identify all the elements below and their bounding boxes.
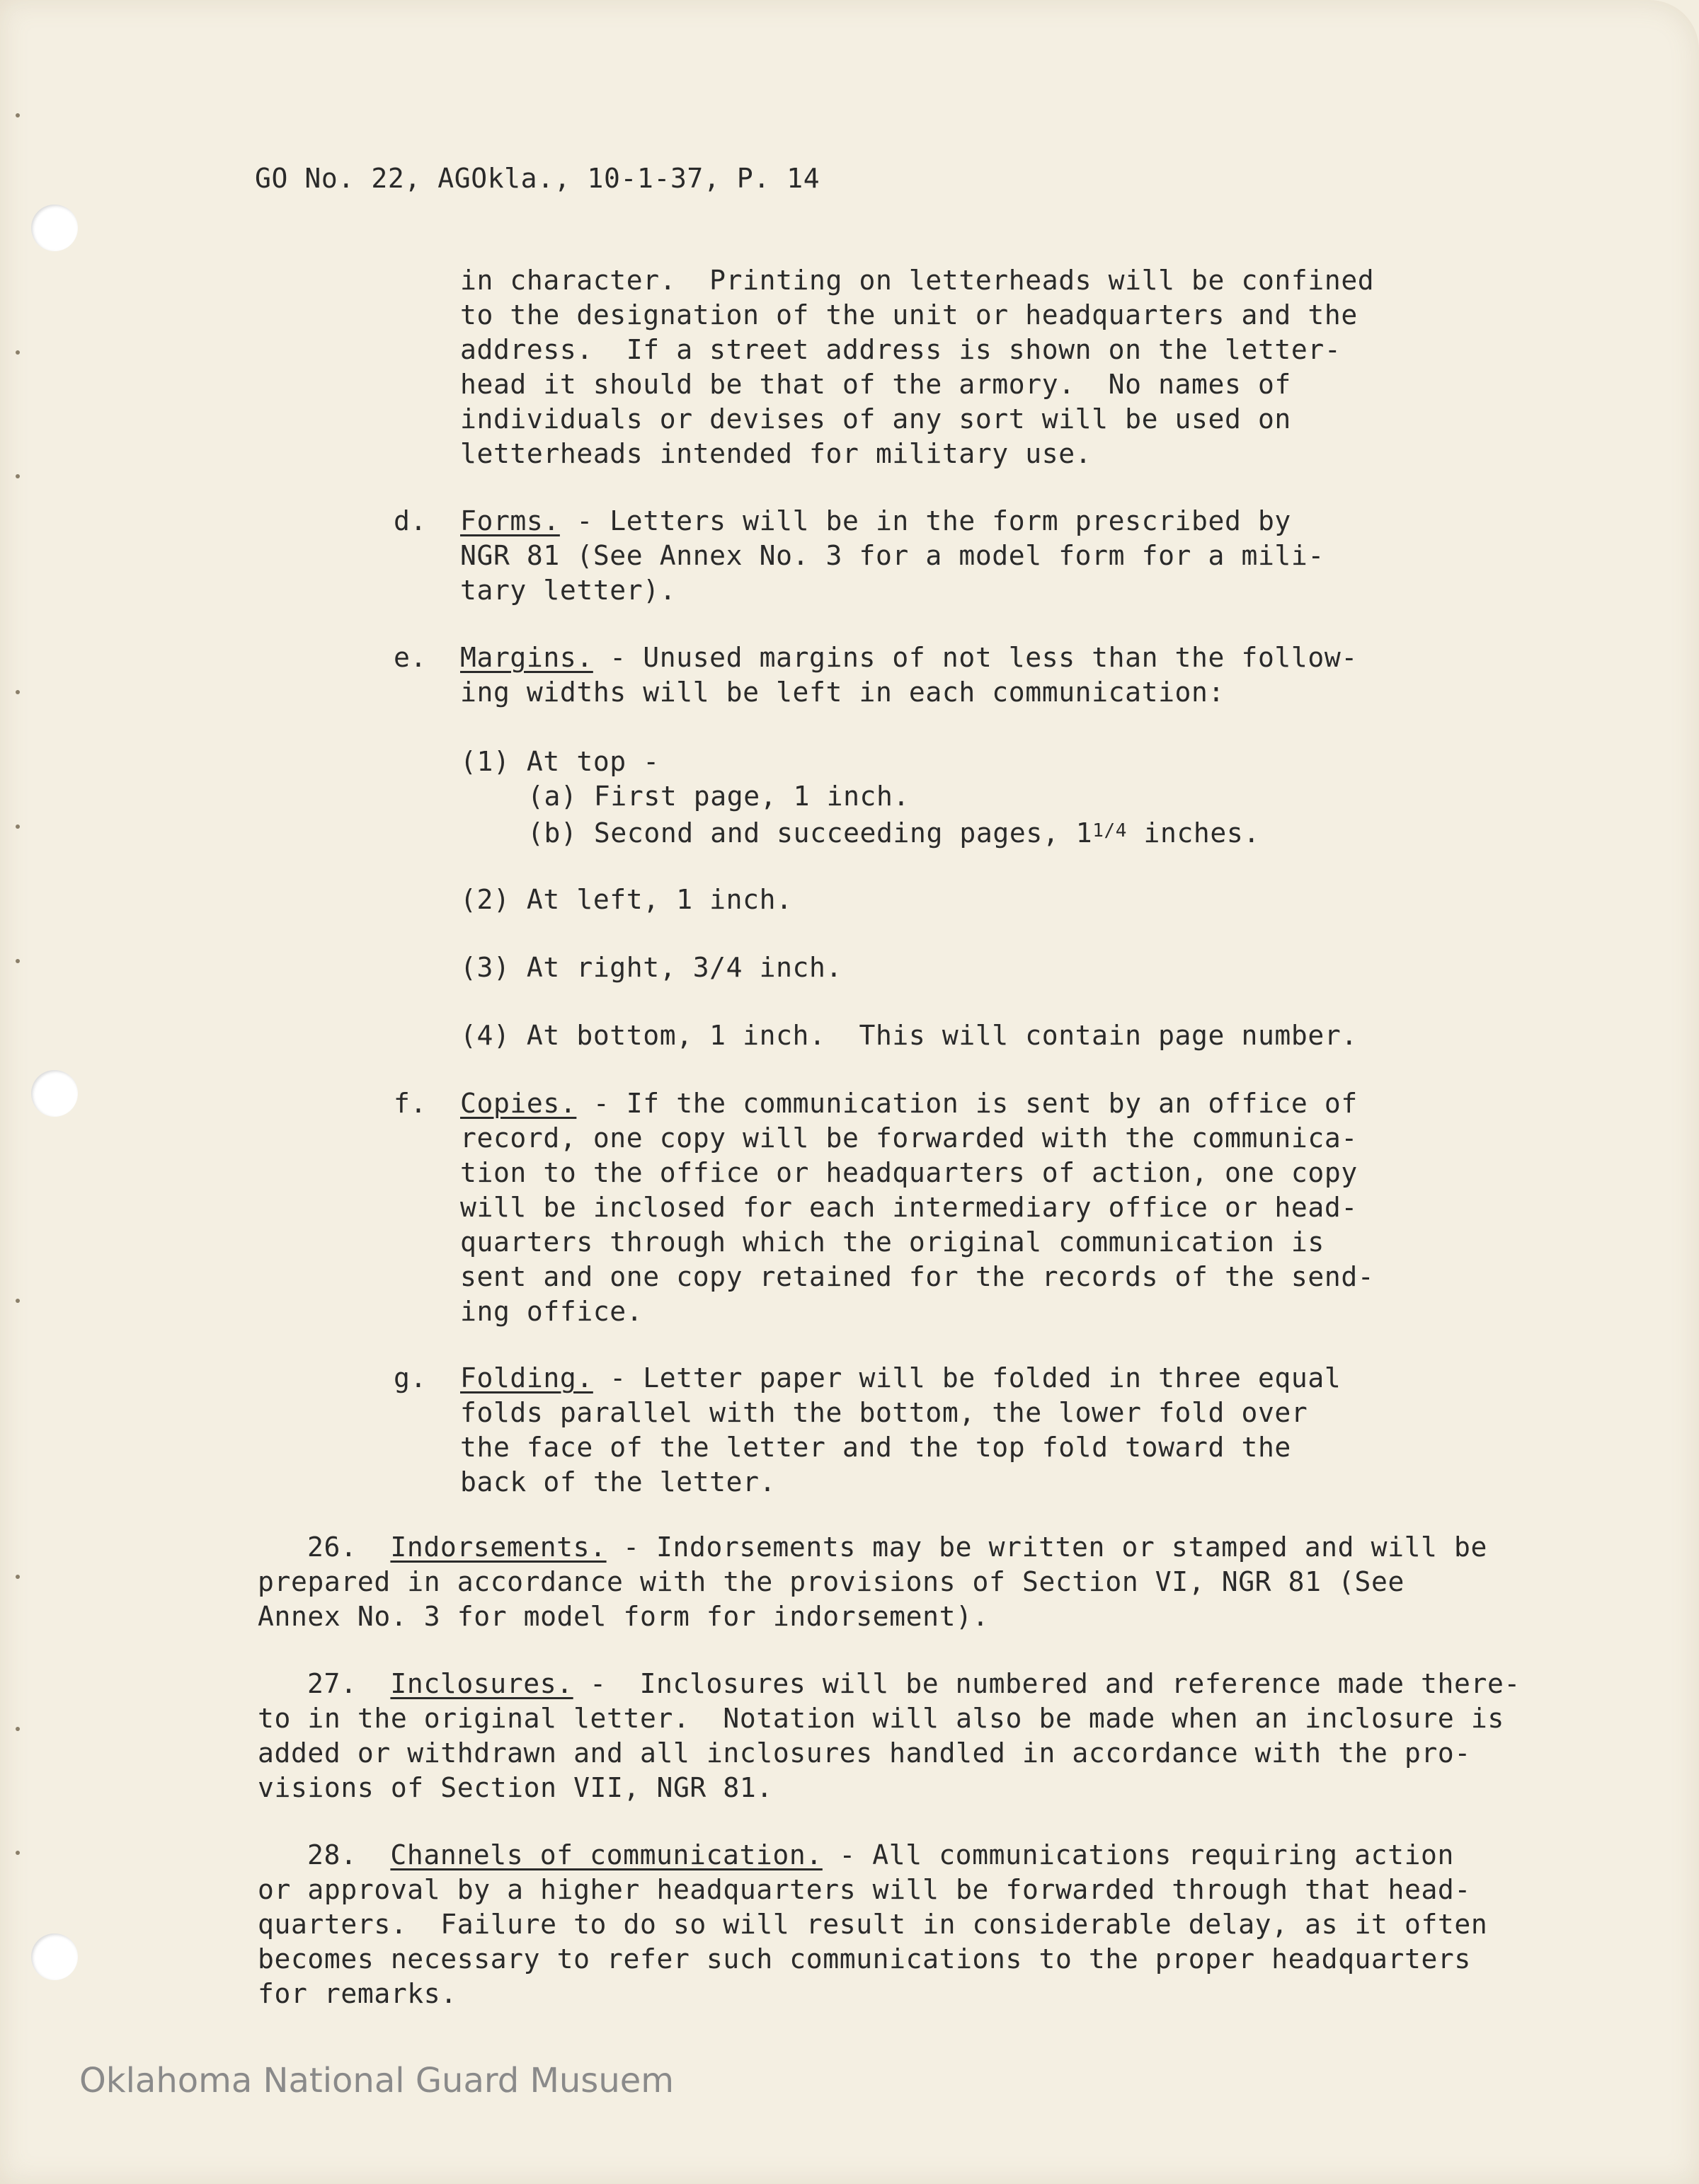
body-line: tion to the office or headquarters of action, one copy — [460, 1157, 1358, 1188]
para-f-letter: f. — [394, 1088, 427, 1119]
para-d-letter: d. — [394, 505, 427, 536]
body-line: for remarks. — [258, 1978, 457, 2009]
body-line: sent and one copy retained for the records of the send- — [460, 1261, 1375, 1292]
margin-mark — [16, 1299, 20, 1303]
page-header: GO No. 22, AGOkla., 10-1-37, P. 14 — [255, 163, 820, 194]
para-28-first-line — [307, 1838, 1454, 1873]
margin-item-1b-text: (b) Second and succeeding pages, 1 — [527, 817, 1093, 849]
body-line: individuals or devises of any sort will be used on — [460, 403, 1291, 435]
margin-mark — [16, 474, 20, 478]
body-line: ing widths will be left in each communication: — [460, 677, 1225, 708]
para-26-first-line — [307, 1530, 1487, 1565]
punch-hole-middle — [31, 1070, 78, 1117]
margin-mark — [16, 1727, 20, 1731]
para-e-letter: e. — [394, 642, 427, 673]
para-28-number: 28. — [307, 1839, 357, 1870]
para-28-text: - All communications requiring action — [822, 1839, 1455, 1870]
para-e-title: Margins. — [460, 642, 593, 673]
margin-mark — [16, 350, 20, 355]
para-27-number: 27. — [307, 1668, 357, 1699]
body-line: quarters through which the original communication is — [460, 1226, 1325, 1258]
para-f-first-line — [460, 1086, 1358, 1121]
body-line: ing office. — [460, 1296, 643, 1327]
para-f-text: - If the communication is sent by an office of — [576, 1088, 1358, 1119]
para-f-title: Copies. — [460, 1088, 577, 1119]
para-g-first-line — [460, 1361, 1341, 1396]
body-line: or approval by a higher headquarters will be forwarded through that head- — [258, 1874, 1471, 1905]
body-line: will be inclosed for each intermediary office or head- — [460, 1192, 1358, 1223]
body-line: letterheads intended for military use. — [460, 438, 1092, 469]
body-line: Annex No. 3 for model form for indorsement). — [258, 1601, 990, 1632]
margin-mark — [16, 959, 20, 963]
margin-mark — [16, 690, 20, 694]
para-26-text: - Indorsements may be written or stamped and will be — [606, 1531, 1487, 1563]
body-line: address. If a street address is shown on the letter- — [460, 334, 1342, 365]
punch-hole-top — [31, 205, 78, 251]
margin-item-1: (1) At top - — [460, 746, 660, 777]
body-line: added or withdrawn and all inclosures handled in accordance with the pro- — [258, 1737, 1471, 1769]
margin-item-1b-unit: inches. — [1127, 817, 1260, 849]
body-line: to in the original letter. Notation will also be made when an inclosure is — [258, 1703, 1504, 1734]
margin-item-3: (3) At right, 3/4 inch. — [460, 952, 842, 983]
margin-item-2: (2) At left, 1 inch. — [460, 884, 793, 915]
body-line: to the designation of the unit or headquarters and the — [460, 299, 1358, 331]
margin-mark — [16, 824, 20, 829]
margin-item-4: (4) At bottom, 1 inch. This will contain page number. — [460, 1020, 1358, 1051]
para-d-text: - Letters will be in the form prescribed by — [559, 505, 1291, 536]
body-line: folds parallel with the bottom, the lower fold over — [460, 1397, 1308, 1428]
body-line: prepared in accordance with the provisions of Section VI, NGR 81 (See — [258, 1566, 1405, 1597]
para-26-number: 26. — [307, 1531, 357, 1563]
margin-item-1a: (a) First page, 1 inch. — [527, 781, 910, 812]
punch-hole-bottom — [31, 1933, 78, 1980]
body-line: NGR 81 (See Annex No. 3 for a model form for a mili- — [460, 540, 1325, 571]
body-line: head it should be that of the armory. No names of — [460, 369, 1291, 400]
body-line: record, one copy will be forwarded with the communica- — [460, 1122, 1358, 1154]
para-26-title: Indorsements. — [390, 1531, 607, 1563]
museum-watermark: Oklahoma National Guard Musuem — [79, 2061, 675, 2100]
para-28-title: Channels of communication. — [390, 1839, 823, 1870]
body-line: becomes necessary to refer such communications to the proper headquarters — [258, 1943, 1471, 1975]
margin-item-1b — [527, 814, 1260, 851]
fraction-one-quarter: 1/4 — [1092, 820, 1128, 841]
body-line: tary letter). — [460, 575, 677, 606]
para-27-first-line — [307, 1667, 1521, 1701]
para-d-first-line — [460, 504, 1291, 539]
margin-mark — [16, 1575, 20, 1579]
para-e-text: - Unused margins of not less than the follow- — [593, 642, 1358, 673]
body-line: in character. Printing on letterheads will be confined — [460, 265, 1375, 296]
body-line: back of the letter. — [460, 1466, 777, 1498]
para-e-first-line — [460, 640, 1358, 675]
body-line: visions of Section VII, NGR 81. — [258, 1772, 773, 1803]
body-line: quarters. Failure to do so will result in considerable delay, as it often — [258, 1909, 1488, 1940]
para-27-title: Inclosures. — [390, 1668, 573, 1699]
para-g-title: Folding. — [460, 1362, 593, 1393]
para-g-text: - Letter paper will be folded in three equal — [593, 1362, 1342, 1393]
body-line: the face of the letter and the top fold toward the — [460, 1432, 1291, 1463]
para-d-title: Forms. — [460, 505, 560, 536]
margin-mark — [16, 1851, 20, 1855]
para-27-text: - Inclosures will be numbered and reference made there- — [573, 1668, 1521, 1699]
margin-mark — [16, 113, 20, 117]
para-g-letter: g. — [394, 1362, 427, 1393]
